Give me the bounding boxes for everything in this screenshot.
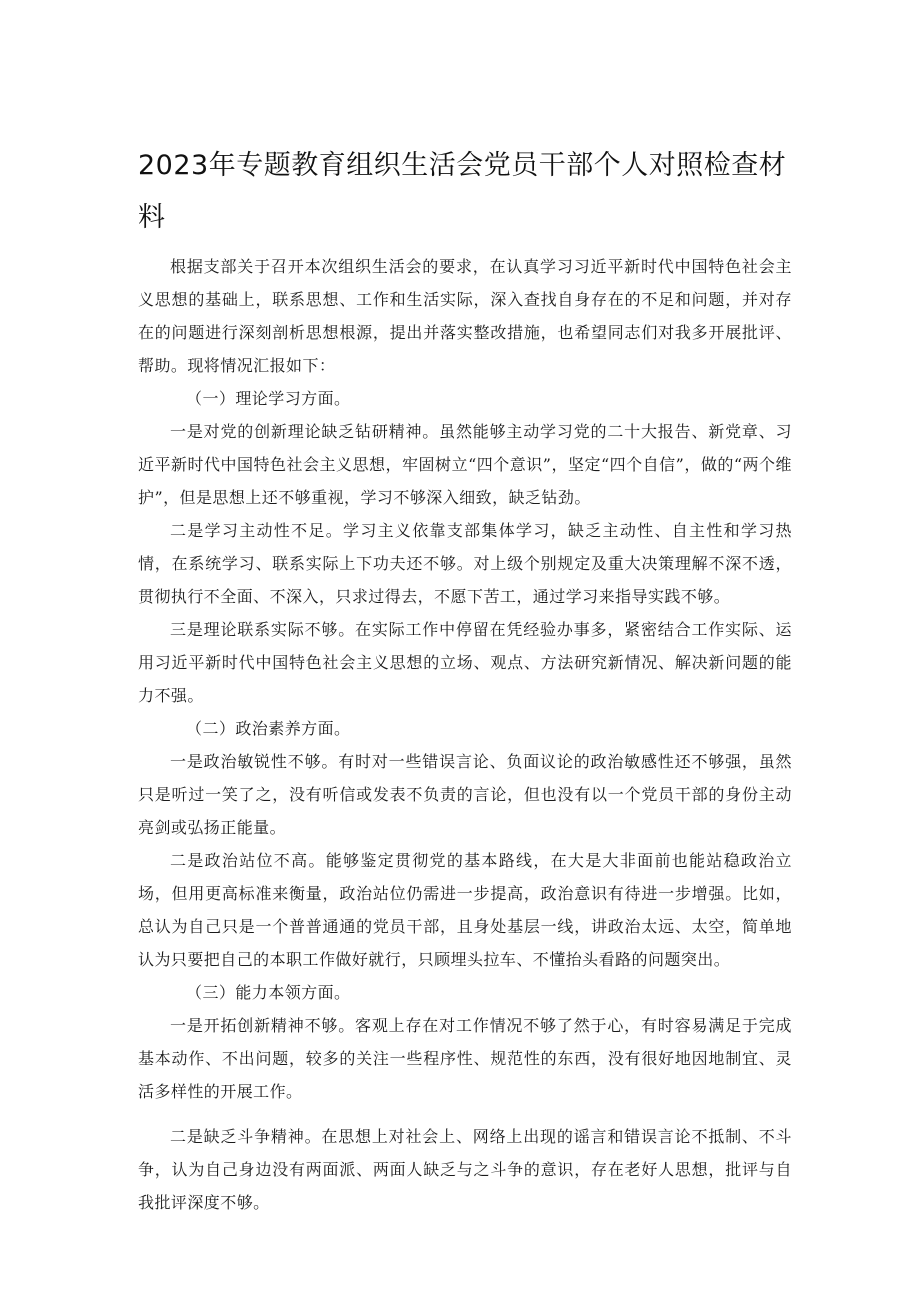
- document-title: 2023年专题教育组织生活会党员干部个人对照检查材料: [138, 150, 787, 233]
- paragraph-ability-2: 二是缺乏斗争精神。在思想上对社会上、网络上出现的谣言和错误言论不抵制、不斗争，认为自己身边没有两面派、两面人缺乏与之斗争的意识，存在老好人思想，批评与自我批评深度不够。: [138, 1127, 792, 1212]
- paragraph-theory-3: 三是理论联系实际不够。在实际工作中停留在凭经验办事多，紧密结合工作实际、运用习近平新时代中国特色社会主义思想的立场、观点、方法研究新情况、解决新问题的能力不强。: [138, 620, 792, 705]
- section-heading-ability: （三）能力本领方面。: [186, 983, 351, 1002]
- paragraph-theory-1: 一是对党的创新理论缺乏钻研精神。虽然能够主动学习党的二十大报告、新党章、习近平新时代中国特色社会主义思想，牢固树立“四个意识”，坚定“四个自信”，做的“两个维护”，但是思想上还不够重视，学习不够深入细致，缺乏钻劲。: [138, 422, 792, 507]
- section-heading-theory: （一）理论学习方面。: [186, 389, 351, 408]
- paragraph-ability-1: 一是开拓创新精神不够。客观上存在对工作情况不够了然于心，有时容易满足于完成基本动作、不出问题，较多的关注一些程序性、规范性的东西，没有很好地因地制宜、灵活多样性的开展工作。: [138, 1016, 792, 1101]
- paragraph-politics-2: 二是政治站位不高。能够鉴定贯彻党的基本路线，在大是大非面前也能站稳政治立场，但用更高标准来衡量，政治站位仍需进一步提高，政治意识有待进一步增强。比如，总认为自己只是一个普普通通的党员干部，且身处基层一线，讲政治太远、太空，简单地认为只要把自己的本职工作做好就行，只顾埋头拉车、不懂抬头看路的问题突出。: [138, 851, 792, 969]
- document-body: [138, 250, 792, 1219]
- intro-paragraph: 根据支部关于召开本次组织生活会的要求，在认真学习习近平新时代中国特色社会主义思想的基础上，联系思想、工作和生活实际，深入查找自身存在的不足和问题，并对存在的问题进行深刻剖析思想根源，提出并落实整改措施，也希望同志们对我多开展批评、帮助。现将情况汇报如下：: [138, 257, 792, 375]
- section-heading-politics: （二）政治素养方面。: [186, 719, 351, 738]
- paragraph-theory-2: 二是学习主动性不足。学习主义依靠支部集体学习，缺乏主动性、自主性和学习热情，在系统学习、联系实际上下功夫还不够。对上级个别规定及重大决策理解不深不透，贯彻执行不全面、不深入，只求过得去，不愿下苦工，通过学习来指导实践不够。: [138, 521, 792, 606]
- paragraph-politics-1: 一是政治敏锐性不够。有时对一些错误言论、负面议论的政治敏感性还不够强，虽然只是听过一笑了之，没有听信或发表不负责的言论，但也没有以一个党员干部的身份主动亮剑或弘扬正能量。: [138, 752, 792, 837]
